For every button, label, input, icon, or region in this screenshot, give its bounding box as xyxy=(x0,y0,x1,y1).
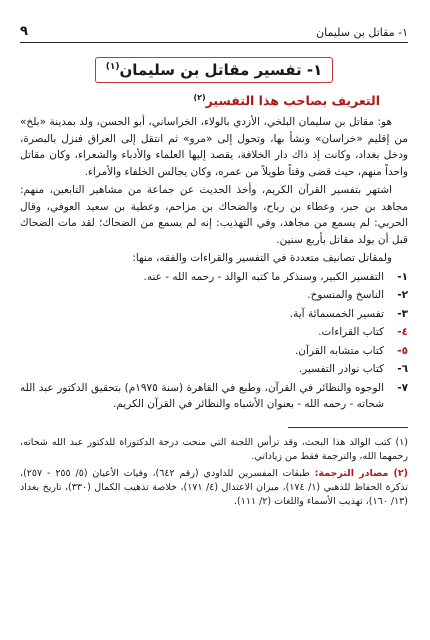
list-text: الناسخ والمنسوخ. xyxy=(307,289,384,302)
footnote-text: كتب الوالد هذا البحث، وقد ترأس اللجنة التي منحت درجة الدكتوراة للدكتور عبد الله شحاته، رحمهما الله، والترجمة فقط من زياداتي. xyxy=(20,436,408,462)
list-item xyxy=(20,343,408,360)
paragraph: اشتهر بتفسير القرآن الكريم، وأخذ الحديث عن جماعة من مشاهير التابعين، منهم: مجاهد بن جبر، وعطاء بن رباح، والضحاك بن مزاحم، وعطية بن سعيد العوفي، وقال الحربي: لم يسمع من مجاهد، وفي التهذيب: إنه لم يسمع من الضحاك؛ لقد مات الضحاك قبل أن يولد مقاتل بأربع سنين. xyxy=(20,184,408,246)
footnote-label: (٢) مصادر الترجمة: xyxy=(314,467,408,479)
body-text xyxy=(20,114,408,267)
works-intro: ولمقاتل تصانيف متعددة في التفسير والقراءات والفقه، منها: xyxy=(132,252,392,265)
list-number: ٧- xyxy=(397,381,408,394)
footnote xyxy=(20,436,408,464)
list-number: ١- xyxy=(397,270,408,283)
list-item xyxy=(20,287,408,304)
list-number: ٤- xyxy=(397,326,408,339)
footnote xyxy=(20,467,408,509)
list-item xyxy=(20,324,408,341)
list-number: ٢- xyxy=(397,289,408,302)
works-list xyxy=(20,269,408,413)
list-text: كتاب متشابه القرآن. xyxy=(294,344,384,357)
running-title: ١- مقاتل بن سليمان xyxy=(316,26,408,39)
footnotes xyxy=(20,436,408,509)
list-text: كتاب نوادر التفسير. xyxy=(298,363,384,376)
chapter-title-box xyxy=(95,57,334,83)
footnote-text: طبقات المفسرين للداودي (رقم ٦٤٢)، وفيات الأعيان (٥/ ٢٥٥ - ٢٥٧)، تذكرة الحفاظ للذهبي (١/ ١٧٤)، ميزان الاعتدال (٤/ ١٧١)، خلاصة تذهيب الكمال (٣٣٠)، تاريخ بغداد (١٣/ ١٦٠)، تهذيب الأسماء واللغات (٢/ ١١١). xyxy=(20,467,408,507)
list-item xyxy=(20,380,408,413)
paragraph: هو: مقاتل بن سليمان البلخي، الأزدي بالولاء، الخراساني، أبو الحسن، ولد بمدينة «بلخ» من إقليم «خراسان» ونشأ بها، وتحول إلى «مرو» ثم انتقل إلى العراق فنزل بالبصرة، ودخل بغداد، وكانت إذ ذاك دار الخلافة، يقصد إليها العلماء والأدباء والشعراء، وكان مقاتل واحداً منهم، حيث قضى وقتاً طويلاً من عمره، وكان يجالس الخلفاء والأمراء. xyxy=(20,116,408,178)
list-text: التفسير الكبير، وسنذكر ما كتبه الوالد - رحمه الله - عنه. xyxy=(143,270,384,283)
chapter-footnote-ref: (١) xyxy=(105,62,120,72)
page-header xyxy=(20,0,408,43)
footnote-label: (١) xyxy=(395,436,408,448)
list-number: ٦- xyxy=(397,363,408,376)
page-number: ٩ xyxy=(20,24,28,39)
chapter-title xyxy=(20,57,408,83)
section-heading-text: التعريف بصاحب هذا التفسير xyxy=(205,93,380,109)
list-number: ٥- xyxy=(397,344,408,357)
list-text: الوجوه والنظائر في القرآن، وطبع في القاهرة (سنة ١٩٧٥م) بتحقيق الدكتور عبد الله شحاته - رحمه الله - بعنوان الأشباه والنظائر في القرآن الكريم. xyxy=(20,381,384,411)
section-footnote-ref: (٢) xyxy=(193,93,206,102)
list-item xyxy=(20,361,408,378)
list-text: كتاب القراءات. xyxy=(318,326,384,339)
list-text: تفسير الخمسمائة آية. xyxy=(289,307,384,320)
list-item xyxy=(20,306,408,323)
list-item xyxy=(20,269,408,286)
section-heading xyxy=(20,93,380,108)
chapter-title-text: ١- تفسير مقاتل بن سليمان xyxy=(119,61,323,79)
footnote-divider xyxy=(288,427,408,428)
list-number: ٣- xyxy=(397,307,408,320)
